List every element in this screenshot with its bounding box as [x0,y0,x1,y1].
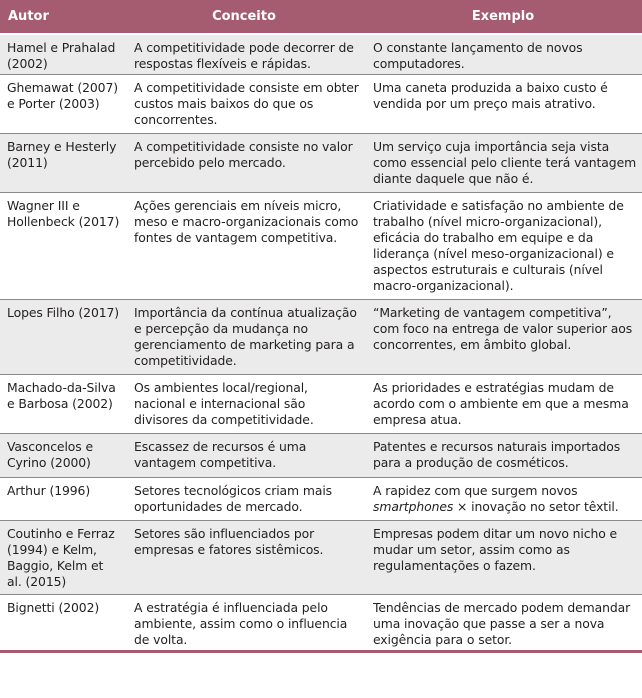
header-autor: Autor [0,0,124,34]
table-row [0,300,642,375]
cell-exemplo: Uma caneta produzida a baixo custo é vendida por um preço mais atrativo. [364,75,642,134]
table-row [0,521,642,595]
table-row [0,375,642,434]
exemplo-text-italic: smartphones [373,499,454,514]
cell-autor: Arthur (1996) [0,478,124,521]
header-exemplo: Exemplo [364,0,642,34]
exemplo-text-pre: A rapidez com que surgem novos [373,483,578,498]
cell-conceito: Setores tecnológicos criam mais oportunidades de mercado. [124,478,364,521]
table-row [0,478,642,521]
cell-exemplo: Criatividade e satisfação no ambiente de trabalho (nível micro-organizacional), eficácia do trabalho em equipe e da liderança (nível meso-organizacional) e aspectos estruturais e culturais (nível macro-organizacional). [364,193,642,300]
table-row [0,34,642,75]
cell-exemplo: O constante lançamento de novos computadores. [364,34,642,75]
header-row [0,0,642,34]
cell-conceito: Os ambientes local/regional, nacional e internacional são divisores da competitividade. [124,375,364,434]
cell-autor: Wagner III e Hollenbeck (2017) [0,193,124,300]
cell-exemplo [364,478,642,521]
cell-autor: Hamel e Prahalad (2002) [0,34,124,75]
cell-conceito: Importância da contínua atualização e percepção da mudança no gerenciamento de marketing para a competitividade. [124,300,364,375]
cell-conceito: Escassez de recursos é uma vantagem competitiva. [124,434,364,478]
cell-conceito: A competitividade consiste no valor percebido pelo mercado. [124,134,364,193]
table-row [0,434,642,478]
cell-autor: Coutinho e Ferraz (1994) e Kelm, Baggio, Kelm et al. (2015) [0,521,124,595]
cell-autor: Lopes Filho (2017) [0,300,124,375]
header-conceito: Conceito [124,0,364,34]
cell-conceito: Setores são influenciados por empresas e fatores sistêmicos. [124,521,364,595]
cell-conceito: Ações gerenciais em níveis micro, meso e macro-organizacionais como fontes de vantagem competitiva. [124,193,364,300]
cell-autor: Vasconcelos e Cyrino (2000) [0,434,124,478]
table-row [0,75,642,134]
cell-conceito: A competitividade pode decorrer de respostas flexíveis e rápidas. [124,34,364,75]
cell-exemplo: Tendências de mercado podem demandar uma inovação que passe a ser a nova exigência para o setor. [364,595,642,652]
table-row [0,134,642,193]
table-header [0,0,642,34]
table-body [0,34,642,652]
cell-autor: Ghemawat (2007) e Porter (2003) [0,75,124,134]
cell-exemplo: “Marketing de vantagem competitiva”, com foco na entrega de valor superior aos concorrentes, em âmbito global. [364,300,642,375]
table-row [0,595,642,652]
table-row [0,193,642,300]
cell-autor: Barney e Hesterly (2011) [0,134,124,193]
cell-exemplo: Empresas podem ditar um novo nicho e mudar um setor, assim como as regulamentações o fazem. [364,521,642,595]
cell-conceito: A competitividade consiste em obter custos mais baixos do que os concorrentes. [124,75,364,134]
cell-exemplo: As prioridades e estratégias mudam de acordo com o ambiente em que a mesma empresa atua. [364,375,642,434]
cell-autor: Bignetti (2002) [0,595,124,652]
cell-exemplo: Patentes e recursos naturais importados para a produção de cosméticos. [364,434,642,478]
exemplo-text-post: × inovação no setor têxtil. [453,499,619,514]
cell-autor: Machado-da-Silva e Barbosa (2002) [0,375,124,434]
cell-exemplo: Um serviço cuja importância seja vista como essencial pelo cliente terá vantagem diante daquele que não é. [364,134,642,193]
cell-conceito: A estratégia é influenciada pelo ambiente, assim como o influencia de volta. [124,595,364,652]
